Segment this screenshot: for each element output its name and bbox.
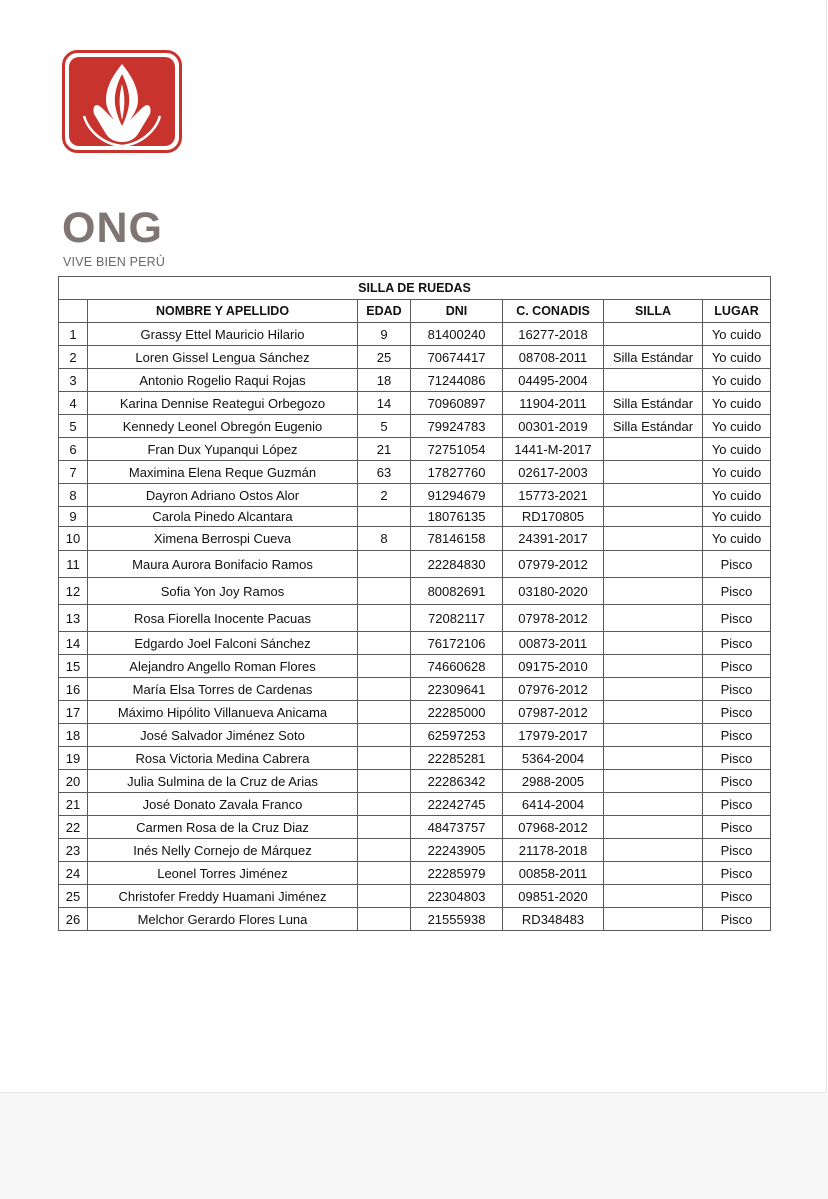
table-row: [59, 908, 771, 931]
cell-dni: 72082117: [411, 605, 503, 632]
cell-dni: 76172106: [411, 632, 503, 655]
cell-name: Carola Pinedo Alcantara: [88, 507, 358, 527]
cell-age: [358, 885, 411, 908]
wheelchair-table: [58, 276, 771, 931]
cell-conadis: 6414-2004: [503, 793, 604, 816]
cell-place: Pisco: [703, 816, 771, 839]
table-row: [59, 678, 771, 701]
table-row: [59, 885, 771, 908]
cell-place: Yo cuido: [703, 346, 771, 369]
cell-dni: 22285281: [411, 747, 503, 770]
cell-chair: [604, 323, 703, 346]
logo-tagline: VIVE BIEN PERÚ: [63, 255, 166, 269]
cell-place: Pisco: [703, 839, 771, 862]
cell-conadis: 07978-2012: [503, 605, 604, 632]
cell-number: 24: [59, 862, 88, 885]
cell-place: Pisco: [703, 724, 771, 747]
cell-place: Pisco: [703, 655, 771, 678]
table-row: [59, 438, 771, 461]
cell-conadis: 09175-2010: [503, 655, 604, 678]
cell-place: Yo cuido: [703, 415, 771, 438]
cell-chair: [604, 369, 703, 392]
table-row: [59, 415, 771, 438]
cell-dni: 22285979: [411, 862, 503, 885]
cell-number: 6: [59, 438, 88, 461]
cell-conadis: 11904-2011: [503, 392, 604, 415]
cell-dni: 48473757: [411, 816, 503, 839]
table-row: [59, 747, 771, 770]
header-number: [59, 300, 88, 323]
cell-age: 14: [358, 392, 411, 415]
cell-number: 12: [59, 578, 88, 605]
cell-name: Maura Aurora Bonifacio Ramos: [88, 551, 358, 578]
cell-name: Máximo Hipólito Villanueva Anicama: [88, 701, 358, 724]
cell-number: 25: [59, 885, 88, 908]
cell-name: Ximena Berrospi Cueva: [88, 527, 358, 551]
cell-dni: 17827760: [411, 461, 503, 484]
ong-logo: [62, 50, 186, 269]
cell-conadis: 21178-2018: [503, 839, 604, 862]
cell-place: Yo cuido: [703, 323, 771, 346]
cell-number: 20: [59, 770, 88, 793]
cell-dni: 22286342: [411, 770, 503, 793]
cell-number: 22: [59, 816, 88, 839]
cell-chair: [604, 908, 703, 931]
cell-place: Pisco: [703, 793, 771, 816]
header-age: EDAD: [358, 300, 411, 323]
cell-name: Edgardo Joel Falconi Sánchez: [88, 632, 358, 655]
cell-age: 21: [358, 438, 411, 461]
cell-age: [358, 655, 411, 678]
table-row: [59, 346, 771, 369]
cell-conadis: 15773-2021: [503, 484, 604, 507]
cell-dni: 80082691: [411, 578, 503, 605]
cell-name: Kennedy Leonel Obregón Eugenio: [88, 415, 358, 438]
cell-name: Grassy Ettel Mauricio Hilario: [88, 323, 358, 346]
cell-number: 15: [59, 655, 88, 678]
cell-name: José Donato Zavala Franco: [88, 793, 358, 816]
cell-age: [358, 507, 411, 527]
table-row: [59, 793, 771, 816]
cell-chair: [604, 862, 703, 885]
cell-number: 17: [59, 701, 88, 724]
table-row: [59, 578, 771, 605]
cell-conadis: 5364-2004: [503, 747, 604, 770]
cell-age: [358, 839, 411, 862]
header-name: NOMBRE Y APELLIDO: [88, 300, 358, 323]
header-conadis: C. CONADIS: [503, 300, 604, 323]
logo-wordmark: ONG: [62, 204, 163, 252]
table-row: [59, 839, 771, 862]
cell-name: Julia Sulmina de la Cruz de Arias: [88, 770, 358, 793]
cell-chair: [604, 632, 703, 655]
cell-chair: [604, 724, 703, 747]
cell-conadis: 00858-2011: [503, 862, 604, 885]
cell-name: Loren Gissel Lengua Sánchez: [88, 346, 358, 369]
cell-name: Antonio Rogelio Raqui Rojas: [88, 369, 358, 392]
cell-age: [358, 862, 411, 885]
cell-chair: [604, 770, 703, 793]
table-row: [59, 507, 771, 527]
cell-name: María Elsa Torres de Cardenas: [88, 678, 358, 701]
cell-place: Yo cuido: [703, 461, 771, 484]
cell-conadis: 17979-2017: [503, 724, 604, 747]
cell-chair: [604, 507, 703, 527]
table-body: [59, 323, 771, 931]
cell-age: [358, 678, 411, 701]
cell-dni: 78146158: [411, 527, 503, 551]
cell-age: [358, 816, 411, 839]
cell-dni: 18076135: [411, 507, 503, 527]
cell-conadis: 1441-M-2017: [503, 438, 604, 461]
cell-conadis: 2988-2005: [503, 770, 604, 793]
header-dni: DNI: [411, 300, 503, 323]
cell-dni: 22284830: [411, 551, 503, 578]
cell-chair: [604, 461, 703, 484]
cell-number: 13: [59, 605, 88, 632]
cell-conadis: 16277-2018: [503, 323, 604, 346]
table-row: [59, 369, 771, 392]
cell-age: [358, 578, 411, 605]
table-row: [59, 484, 771, 507]
cell-name: Alejandro Angello Roman Flores: [88, 655, 358, 678]
cell-conadis: 07976-2012: [503, 678, 604, 701]
table-row: [59, 632, 771, 655]
cell-age: 18: [358, 369, 411, 392]
cell-chair: [604, 701, 703, 724]
header-place: LUGAR: [703, 300, 771, 323]
cell-age: [358, 908, 411, 931]
cell-chair: [604, 551, 703, 578]
table-row: [59, 323, 771, 346]
cell-name: Leonel Torres Jiménez: [88, 862, 358, 885]
cell-chair: [604, 793, 703, 816]
cell-dni: 81400240: [411, 323, 503, 346]
cell-age: [358, 724, 411, 747]
cell-dni: 62597253: [411, 724, 503, 747]
table-row: [59, 527, 771, 551]
cell-number: 14: [59, 632, 88, 655]
cell-age: 2: [358, 484, 411, 507]
table-row: [59, 461, 771, 484]
cell-age: 8: [358, 527, 411, 551]
cell-place: Yo cuido: [703, 438, 771, 461]
cell-number: 26: [59, 908, 88, 931]
cell-conadis: 02617-2003: [503, 461, 604, 484]
cell-name: Christofer Freddy Huamani Jiménez: [88, 885, 358, 908]
cell-conadis: 07968-2012: [503, 816, 604, 839]
cell-chair: [604, 747, 703, 770]
cell-conadis: 03180-2020: [503, 578, 604, 605]
cell-conadis: 00873-2011: [503, 632, 604, 655]
cell-place: Pisco: [703, 770, 771, 793]
cell-number: 11: [59, 551, 88, 578]
cell-age: [358, 551, 411, 578]
cell-name: Fran Dux Yupanqui López: [88, 438, 358, 461]
cell-number: 7: [59, 461, 88, 484]
cell-dni: 71244086: [411, 369, 503, 392]
table-row: [59, 770, 771, 793]
cell-conadis: RD170805: [503, 507, 604, 527]
cell-number: 3: [59, 369, 88, 392]
cell-place: Pisco: [703, 632, 771, 655]
cell-dni: 22304803: [411, 885, 503, 908]
cell-number: 1: [59, 323, 88, 346]
cell-place: Pisco: [703, 678, 771, 701]
header-chair: SILLA: [604, 300, 703, 323]
cell-place: Pisco: [703, 908, 771, 931]
cell-number: 2: [59, 346, 88, 369]
cell-place: Pisco: [703, 551, 771, 578]
cell-age: [358, 770, 411, 793]
cell-place: Yo cuido: [703, 392, 771, 415]
table-title: SILLA DE RUEDAS: [59, 277, 771, 300]
cell-age: [358, 793, 411, 816]
cell-place: Pisco: [703, 747, 771, 770]
cell-conadis: 24391-2017: [503, 527, 604, 551]
cell-chair: [604, 816, 703, 839]
cell-age: [358, 701, 411, 724]
cell-name: José Salvador Jiménez Soto: [88, 724, 358, 747]
cell-number: 21: [59, 793, 88, 816]
cell-chair: [604, 484, 703, 507]
cell-chair: [604, 605, 703, 632]
cell-dni: 70674417: [411, 346, 503, 369]
cell-dni: 22242745: [411, 793, 503, 816]
cell-name: Sofia Yon Joy Ramos: [88, 578, 358, 605]
praying-hands-icon: [62, 50, 182, 153]
table-row: [59, 392, 771, 415]
cell-number: 5: [59, 415, 88, 438]
cell-dni: 21555938: [411, 908, 503, 931]
cell-dni: 70960897: [411, 392, 503, 415]
cell-conadis: 09851-2020: [503, 885, 604, 908]
cell-age: 9: [358, 323, 411, 346]
cell-age: 25: [358, 346, 411, 369]
cell-chair: [604, 438, 703, 461]
cell-number: 10: [59, 527, 88, 551]
cell-chair: [604, 678, 703, 701]
cell-name: Rosa Victoria Medina Cabrera: [88, 747, 358, 770]
cell-dni: 22243905: [411, 839, 503, 862]
cell-age: [358, 632, 411, 655]
cell-conadis: RD348483: [503, 908, 604, 931]
table-row: [59, 655, 771, 678]
cell-number: 16: [59, 678, 88, 701]
cell-conadis: 04495-2004: [503, 369, 604, 392]
cell-place: Pisco: [703, 605, 771, 632]
cell-name: Melchor Gerardo Flores Luna: [88, 908, 358, 931]
cell-conadis: 07979-2012: [503, 551, 604, 578]
table-row: [59, 605, 771, 632]
cell-age: 63: [358, 461, 411, 484]
cell-number: 9: [59, 507, 88, 527]
cell-name: Maximina Elena Reque Guzmán: [88, 461, 358, 484]
cell-place: Yo cuido: [703, 484, 771, 507]
cell-dni: 22285000: [411, 701, 503, 724]
cell-name: Inés Nelly Cornejo de Márquez: [88, 839, 358, 862]
table-row: [59, 816, 771, 839]
table-row: [59, 551, 771, 578]
cell-chair: Silla Estándar: [604, 346, 703, 369]
table-row: [59, 701, 771, 724]
cell-conadis: 00301-2019: [503, 415, 604, 438]
cell-number: 23: [59, 839, 88, 862]
cell-chair: Silla Estándar: [604, 392, 703, 415]
cell-dni: 22309641: [411, 678, 503, 701]
cell-place: Pisco: [703, 862, 771, 885]
cell-name: Carmen Rosa de la Cruz Diaz: [88, 816, 358, 839]
cell-conadis: 07987-2012: [503, 701, 604, 724]
cell-number: 18: [59, 724, 88, 747]
cell-chair: [604, 578, 703, 605]
cell-place: Pisco: [703, 885, 771, 908]
cell-dni: 72751054: [411, 438, 503, 461]
cell-chair: [604, 527, 703, 551]
cell-name: Karina Dennise Reategui Orbegozo: [88, 392, 358, 415]
cell-number: 4: [59, 392, 88, 415]
cell-place: Pisco: [703, 578, 771, 605]
cell-age: [358, 747, 411, 770]
cell-chair: [604, 839, 703, 862]
cell-chair: [604, 885, 703, 908]
cell-chair: [604, 655, 703, 678]
cell-age: [358, 605, 411, 632]
cell-name: Rosa Fiorella Inocente Pacuas: [88, 605, 358, 632]
cell-conadis: 08708-2011: [503, 346, 604, 369]
cell-chair: Silla Estándar: [604, 415, 703, 438]
cell-place: Pisco: [703, 701, 771, 724]
cell-dni: 91294679: [411, 484, 503, 507]
cell-place: Yo cuido: [703, 507, 771, 527]
cell-dni: 74660628: [411, 655, 503, 678]
cell-name: Dayron Adriano Ostos Alor: [88, 484, 358, 507]
cell-number: 19: [59, 747, 88, 770]
cell-age: 5: [358, 415, 411, 438]
cell-number: 8: [59, 484, 88, 507]
background-margin: [0, 1094, 828, 1199]
table-row: [59, 724, 771, 747]
cell-place: Yo cuido: [703, 527, 771, 551]
cell-place: Yo cuido: [703, 369, 771, 392]
cell-dni: 79924783: [411, 415, 503, 438]
table-row: [59, 862, 771, 885]
